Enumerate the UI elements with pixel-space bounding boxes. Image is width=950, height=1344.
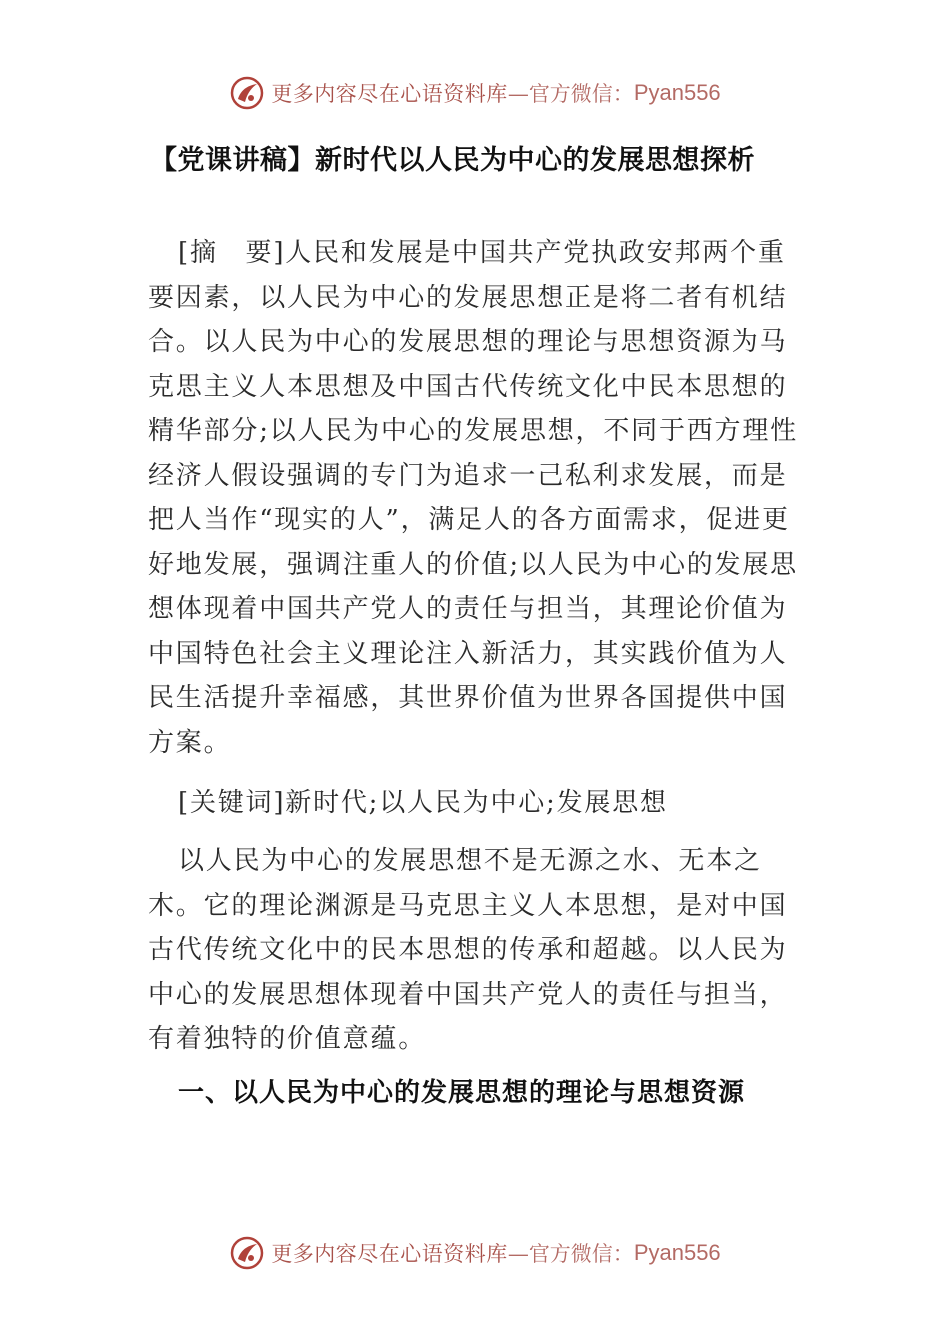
keywords-paragraph: [关键词]新时代;以人民为中心;发展思想 — [178, 788, 668, 818]
section-heading: 一、以人民为中心的发展思想的理论与思想资源 — [178, 1078, 746, 1108]
banner-text: 更多内容尽在心语资料库 — [271, 82, 508, 106]
banner-wechat-id: Pyan556 — [633, 1240, 721, 1265]
banner-wechat-label: —官方微信： — [507, 1242, 634, 1266]
logo-icon — [229, 1235, 265, 1271]
banner-wechat-id: Pyan556 — [633, 80, 721, 105]
footer-banner — [0, 1228, 950, 1278]
logo-icon — [229, 75, 265, 111]
document-title: 【党课讲稿】新时代以人民为中心的发展思想探析 — [150, 145, 755, 176]
abstract-paragraph: [摘 要]人民和发展是中国共产党执政安邦两个重要因素，以人民为中心的发展思想正是将二者有机结合。以人民为中心的发展思想的理论与思想资源为马克思主义人本思想及中国古代传统文化中民本思想的精华部分;以人民为中心的发展思想，不同于西方理性经济人假设强调的专门为追求一己私利求发展，而是把人当作“现实的人”，满足人的各方面需求，促进更好地发展，强调注重人的价值;以人民为中心的发展思想体现着中国共产党人的责任与担当，其理论价值为中国特色社会主义理论注入新活力，其实践价值为人民生活提升幸福感，其世界价值为世界各国提供中国方案。 — [148, 238, 798, 758]
banner-wechat-label: —官方微信： — [507, 82, 634, 106]
header-banner — [0, 68, 950, 118]
banner-text: 更多内容尽在心语资料库 — [271, 1242, 508, 1266]
intro-paragraph: 以人民为中心的发展思想不是无源之水、无本之木。它的理论渊源是马克思主义人本思想，是对中国古代传统文化中的民本思想的传承和超越。以人民为中心的发展思想体现着中国共产党人的责任与担当，有着独特的价值意蕴。 — [148, 846, 788, 1054]
